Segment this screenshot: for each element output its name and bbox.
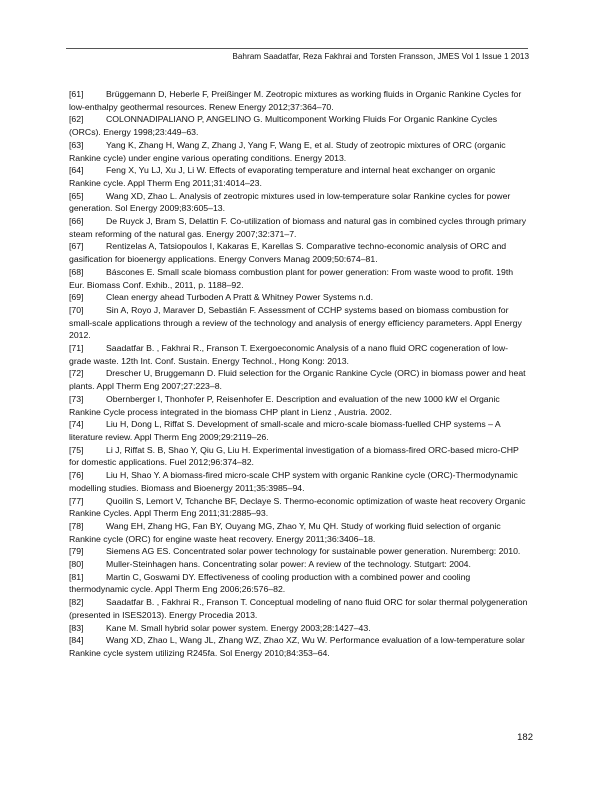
reference-number: [82] bbox=[69, 597, 84, 608]
reference-text: Quoilin S, Lemort V, Tchanche BF, Declaye S. Thermo-economic optimization of waste heat recovery Organic Rankine Cycles. Appl Therm Eng 2011;31:2885–93. bbox=[69, 495, 526, 519]
reference-number: [74] bbox=[69, 419, 84, 430]
reference-text: Liu H, Dong L, Riffat S. Development of small-scale and micro-scale biomass-fuelled CHP systems – A literature review. Appl Therm Eng 2009;29:2119–26. bbox=[69, 419, 501, 442]
reference-number: [70] bbox=[69, 304, 84, 315]
reference-entry bbox=[69, 545, 529, 558]
reference-text: Liu H, Shao Y. A biomass-fired micro-scale CHP system with organic Rankine cycle (ORC)-Thermodynamic modelling studies. Biomass and Bioenergy 2011;35:3985–94. bbox=[69, 470, 518, 493]
reference-text: Saadatfar B. , Fakhrai R., Franson T. Exergoeconomic Analysis of a nano fluid ORC cogeneration of low-grade waste. 12th Int. Conf. Sustain. Energy Technol., Hong Kong: 2013. bbox=[69, 343, 509, 366]
reference-text: Clean energy ahead Turboden A Pratt & Whitney Power Systems n.d. bbox=[106, 292, 374, 303]
reference-entry bbox=[69, 634, 529, 659]
reference-entry bbox=[69, 418, 529, 443]
reference-number: [62] bbox=[69, 114, 84, 125]
reference-text: COLONNADIPALIANO P, ANGELINO G. Multicomponent Working Fluids For Organic Rankine Cycles (ORCs). Energy 1998;23:449–63. bbox=[69, 114, 498, 138]
reference-entry bbox=[69, 215, 529, 240]
reference-text: Drescher U, Bruggemann D. Fluid selection for the Organic Rankine Cycle (ORC) in biomass power and heat plants. Appl Therm Eng 2007;27:223–8. bbox=[69, 368, 526, 392]
reference-number: [78] bbox=[69, 520, 84, 531]
reference-text: Saadatfar B. , Fakhrai R., Franson T. Conceptual modeling of nano fluid ORC for solar thermal polygeneration (presented in ISES2013). Energy Procedia 2013. bbox=[69, 597, 528, 620]
reference-text: Muller-Steinhagen hans. Concentrating solar power: A review of the technology. Stutgart: 2004. bbox=[106, 559, 471, 570]
reference-number: [75] bbox=[69, 444, 84, 455]
reference-text: Kane M. Small hybrid solar power system. Energy 2003;28:1427–43. bbox=[106, 622, 371, 633]
reference-text: Martin C, Goswami DY. Effectiveness of cooling production with a combined power and cooling thermodynamic cycle. Appl Therm Eng 2006;26:576–82. bbox=[69, 571, 471, 595]
reference-number: [61] bbox=[69, 89, 84, 99]
reference-number: [83] bbox=[69, 622, 84, 633]
reference-entry bbox=[69, 240, 529, 265]
reference-entry bbox=[69, 622, 529, 635]
reference-entry bbox=[69, 495, 529, 520]
reference-number: [66] bbox=[69, 216, 84, 227]
reference-number: [77] bbox=[69, 495, 84, 506]
reference-entry bbox=[69, 571, 529, 596]
reference-entry bbox=[69, 266, 529, 291]
reference-text: Li J, Riffat S. B, Shao Y, Qiu G, Liu H. Experimental investigation of a biomass-fired ORC-based micro-CHP for domestic applications. Fuel 2012;96:374–82. bbox=[69, 444, 519, 468]
reference-entry bbox=[69, 291, 529, 304]
reference-text: Báscones E. Small scale biomass combustion plant for power generation: From waste wood to profit. 19th Eur. Biomass Conf. Exhib., 2011, p. 1188–92. bbox=[69, 266, 514, 290]
reference-number: [64] bbox=[69, 165, 84, 176]
header-rule bbox=[66, 48, 528, 49]
reference-entry bbox=[69, 304, 529, 342]
reference-number: [67] bbox=[69, 241, 84, 252]
reference-text: Wang XD, Zhao L. Analysis of zeotropic mixtures used in low-temperature solar Rankine cycles for power generation. Sol Energy 2009;83:605–13. bbox=[69, 190, 511, 214]
reference-number: [69] bbox=[69, 292, 84, 303]
running-header: Bahram Saadatfar, Reza Fakhrai and Torsten Fransson, JMES Vol 1 Issue 1 2013 bbox=[232, 52, 529, 61]
reference-text: Obernberger I, Thonhofer P, Reisenhofer E. Description and evaluation of the new 1000 kW el Organic Rankine Cycle process integrated in the biomass CHP plant in Lienz , Austria. 2002. bbox=[69, 393, 500, 417]
reference-number: [81] bbox=[69, 571, 84, 582]
reference-number: [79] bbox=[69, 546, 84, 557]
reference-text: De Ruyck J, Bram S, Delattin F. Co-utilization of biomass and natural gas in combined cycles through primary steam reforming of the natural gas. Energy 2007;32:371–7. bbox=[69, 216, 527, 239]
reference-number: [80] bbox=[69, 559, 84, 570]
reference-number: [73] bbox=[69, 393, 84, 404]
reference-text: Yang K, Zhang H, Wang Z, Zhang J, Yang F, Wang E, et al. Study of zeotropic mixtures of ORC (organic Rankine cycle) under engine various operating conditions. Energy 2013. bbox=[69, 139, 506, 163]
reference-number: [71] bbox=[69, 343, 84, 354]
page-number: 182 bbox=[517, 732, 533, 743]
reference-text: Sin A, Royo J, Maraver D, Sebastián F. Assessment of CCHP systems based on biomass combustion for small-scale applications through a review of the technology and analysis of energy efficiency parameters. Appl Energy 2012. bbox=[69, 304, 522, 341]
reference-entry bbox=[69, 139, 529, 164]
reference-list bbox=[69, 88, 529, 660]
reference-entry bbox=[69, 113, 529, 138]
reference-entry bbox=[69, 558, 529, 571]
reference-number: [76] bbox=[69, 470, 84, 481]
reference-entry bbox=[69, 596, 529, 621]
reference-text: Siemens AG ES. Concentrated solar power technology for sustainable power generation. Nuremberg: 2010. bbox=[106, 546, 521, 557]
reference-entry bbox=[69, 393, 529, 418]
reference-number: [63] bbox=[69, 139, 84, 150]
reference-entry bbox=[69, 164, 529, 189]
reference-entry bbox=[69, 190, 529, 215]
reference-entry bbox=[69, 520, 529, 545]
reference-entry bbox=[69, 367, 529, 392]
reference-number: [84] bbox=[69, 635, 84, 646]
reference-entry bbox=[69, 342, 529, 367]
reference-text: Wang XD, Zhao L, Wang JL, Zhang WZ, Zhao XZ, Wu W. Performance evaluation of a low-temperature solar Rankine cycle system utilizing R245fa. Sol Energy 2010;84:353–64. bbox=[69, 635, 525, 658]
reference-text: Feng X, Yu LJ, Xu J, Li W. Effects of evaporating temperature and internal heat exchanger on organic Rankine cycle. Appl Therm Eng 2011;31:4014–23. bbox=[69, 165, 496, 188]
reference-entry bbox=[69, 444, 529, 469]
reference-text: Rentizelas A, Tatsiopoulos I, Kakaras E, Karellas S. Comparative techno-economic analysis of ORC and gasification for bioenergy applications. Energy Convers Manag 2009;50:674–81. bbox=[69, 241, 507, 265]
reference-text: Brüggemann D, Heberle F, Preißinger M. Zeotropic mixtures as working fluids in Organic Rankine Cycles for low-enthalpy geothermal resources. Renew Energy 2012;37:364–70. bbox=[69, 89, 522, 112]
reference-number: [72] bbox=[69, 368, 84, 379]
reference-number: [65] bbox=[69, 190, 84, 201]
reference-entry bbox=[69, 469, 529, 494]
reference-number: [68] bbox=[69, 266, 84, 277]
reference-text: Wang EH, Zhang HG, Fan BY, Ouyang MG, Zhao Y, Mu QH. Study of working fluid selection of organic Rankine cycle (ORC) for engine waste heat recovery. Energy 2011;36:3406–18. bbox=[69, 520, 501, 544]
reference-entry bbox=[69, 88, 529, 113]
